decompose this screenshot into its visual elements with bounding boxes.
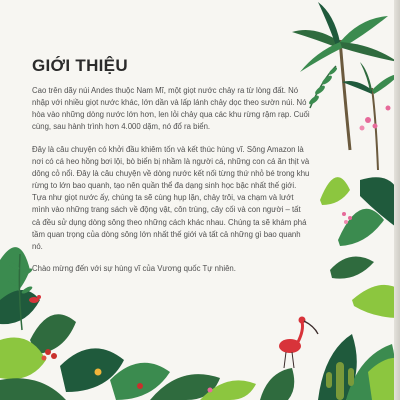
intro-paragraph-3: Chào mừng đến với sự hùng vĩ của Vương quốc Tự nhiên. [32, 264, 236, 274]
intro-text-block [32, 56, 310, 285]
fern-icon [308, 66, 338, 108]
palm-tree-icon [342, 62, 400, 170]
intro-paragraph-1: Cao trên dãy núi Andes thuộc Nam Mĩ, một giọt nước chảy ra từ lòng đất. Nó nhập với nhiều giọt nước khác, lớn dần và lấp lánh chảy dọc theo sườn núi. Nó hòa vào những dòng nước lớn hơn, len lỏi chảy qua các khu rừng rậm rạp. Cuối cùng, sau hành trình hơn 4.000 dặm, nó đổ ra biển. [32, 86, 310, 132]
jungle-foliage-icon [320, 177, 400, 318]
intro-paragraph-2: Đây là câu chuyện có khởi đầu khiêm tốn và kết thúc hùng vĩ. Sông Amazon là nơi có cá heo hồng bơi lội, bò biển bị nhầm là người cá, những con cá ăn thịt và dông cỏ nổi. Đây là câu chuyện về dòng nước kết nối từng thứ nhỏ bé trong khu rừng to lớn bao quanh, tạo nên quần thể đa dạng sinh học bậc nhất thế giới. Tựa như giọt nước ấy, chúng ta sẽ cùng hụp lặn, chảy trôi, va chạm và lướt mình vào những trang sách về động vật, côn trùng, cây cối và con người – tất cả đều sử dụng dòng sông theo những cách khác nhau. Chúng ta sẽ khám phá tầm quan trọng của dòng sông lớn nhất thế giới và tất cả những gì bao quanh nó. [32, 144, 310, 251]
page-title: GIỚI THIỆU [32, 56, 128, 75]
page-edge [394, 0, 400, 400]
red-ibis-icon [279, 317, 318, 369]
